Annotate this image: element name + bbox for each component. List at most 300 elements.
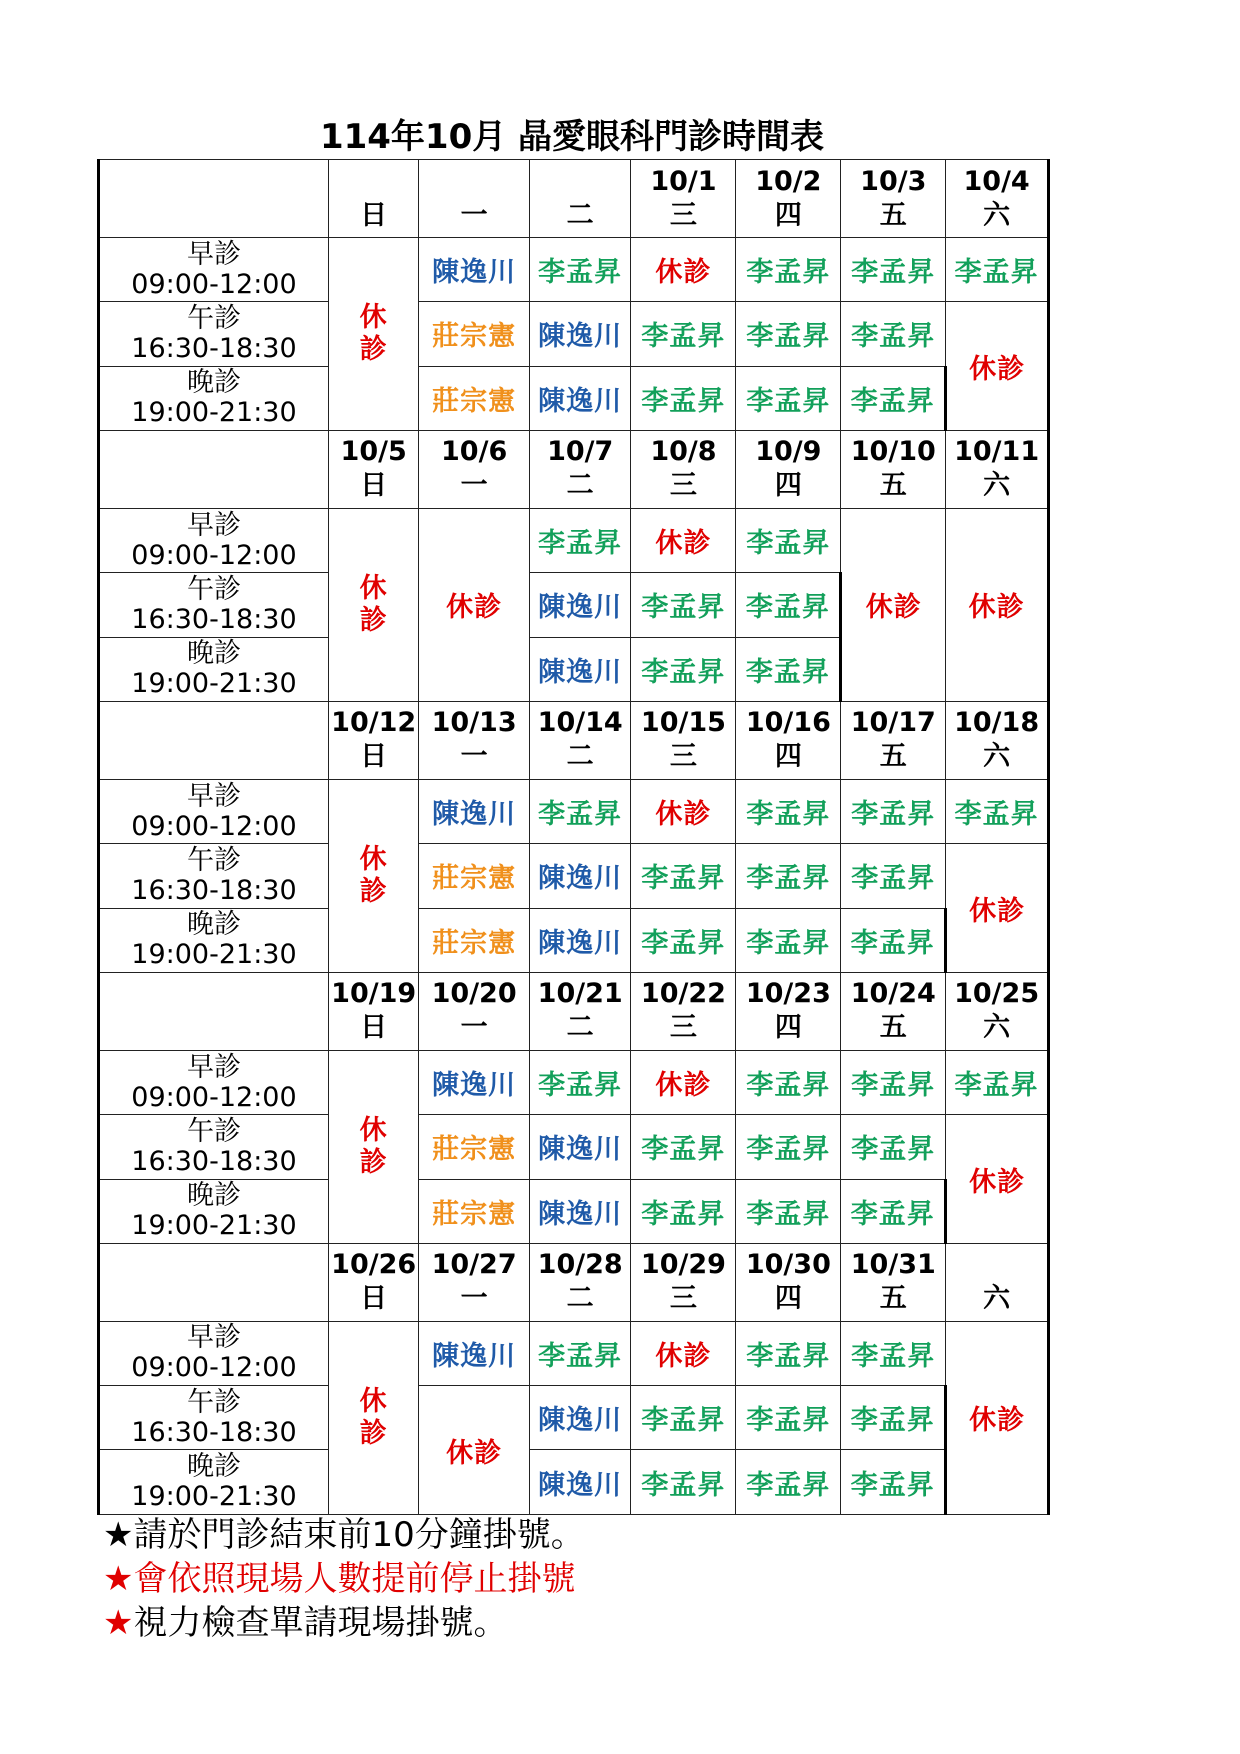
day-header-cell — [631, 701, 736, 779]
closed-label: 休診 — [655, 257, 712, 289]
doctor-name: 李孟昇 — [746, 1134, 831, 1166]
star-icon: ★ — [103, 1603, 134, 1643]
day-header-cell — [841, 1243, 946, 1321]
day-header-cell — [328, 972, 418, 1050]
doctor-cell — [841, 779, 946, 843]
day-header-cell — [841, 160, 946, 238]
closed-label: 休診 — [969, 895, 1026, 927]
week-header-row — [99, 1243, 1049, 1321]
day-header-cell — [529, 701, 631, 779]
doctor-cell — [631, 573, 736, 637]
slot-time: 16:30-18:30 — [131, 603, 297, 635]
doctor-cell — [529, 508, 631, 572]
slot-row — [99, 1450, 1049, 1515]
weekday-label: 五 — [879, 470, 907, 502]
doctor-cell — [529, 238, 631, 302]
closed-cell — [946, 508, 1049, 701]
doctor-name: 陳逸川 — [432, 799, 517, 831]
slot-time: 09:00-12:00 — [131, 1352, 297, 1384]
weekday-label: 二 — [566, 1012, 594, 1044]
day-header-cell — [328, 430, 418, 508]
weekday-label: 六 — [983, 470, 1011, 502]
doctor-cell — [736, 1179, 841, 1243]
doctor-cell — [736, 573, 841, 637]
doctor-name: 陳逸川 — [432, 257, 517, 289]
slot-time: 19:00-21:30 — [131, 1210, 297, 1242]
doctor-cell — [736, 1115, 841, 1179]
slot-name: 早診 — [186, 1051, 241, 1083]
closed-cell — [328, 238, 418, 431]
doctor-name: 李孟昇 — [641, 927, 726, 959]
doctor-name: 李孟昇 — [851, 799, 936, 831]
closed-cell — [631, 508, 736, 572]
date-label: 10/7 — [547, 436, 614, 468]
doctor-name: 李孟昇 — [746, 1340, 831, 1372]
slot-name: 晚診 — [186, 1451, 241, 1483]
doctor-cell — [419, 238, 530, 302]
closed-cell — [419, 1386, 530, 1515]
slot-label-cell — [99, 1179, 329, 1243]
weekday-label: 五 — [879, 199, 907, 231]
doctor-cell — [419, 1050, 530, 1114]
doctor-cell — [529, 1450, 631, 1515]
date-label: 10/9 — [755, 436, 822, 468]
date-label: 10/14 — [537, 707, 623, 739]
date-label: 10/28 — [537, 1249, 623, 1281]
day-header-cell — [946, 972, 1049, 1050]
doctor-cell — [736, 779, 841, 843]
date-label: 10/24 — [850, 978, 936, 1010]
doctor-name: 李孟昇 — [746, 321, 831, 353]
doctor-cell — [529, 366, 631, 430]
weekday-label: 四 — [774, 1283, 802, 1315]
doctor-name: 李孟昇 — [746, 863, 831, 895]
weekday-label: 四 — [774, 741, 802, 773]
date-label: 10/5 — [340, 436, 407, 468]
week-header-row — [99, 430, 1049, 508]
doctor-name: 李孟昇 — [746, 1198, 831, 1230]
doctor-name: 莊宗憲 — [432, 1198, 517, 1230]
doctor-name: 李孟昇 — [538, 257, 623, 289]
slot-row — [99, 779, 1049, 843]
date-label — [419, 165, 529, 199]
closed-cell — [946, 1321, 1049, 1514]
day-header-cell — [736, 430, 841, 508]
doctor-cell — [841, 908, 946, 972]
weekday-label: 日 — [360, 470, 388, 502]
weekday-label: 一 — [460, 470, 488, 502]
closed-cell — [328, 779, 418, 972]
doctor-name: 陳逸川 — [538, 1134, 623, 1166]
doctor-cell — [529, 908, 631, 972]
weekday-label: 日 — [360, 199, 388, 231]
slot-time: 19:00-21:30 — [131, 939, 297, 971]
doctor-name: 陳逸川 — [538, 863, 623, 895]
doctor-name: 陳逸川 — [538, 592, 623, 624]
week-header-row — [99, 701, 1049, 779]
doctor-name: 李孟昇 — [746, 257, 831, 289]
weekday-label: 六 — [983, 741, 1011, 773]
closed-label: 休診 — [655, 1070, 712, 1102]
weekday-label: 日 — [360, 1283, 388, 1315]
doctor-name: 陳逸川 — [432, 1070, 517, 1102]
doctor-name: 李孟昇 — [850, 1469, 935, 1501]
day-header-cell — [419, 701, 530, 779]
weekday-label: 六 — [983, 1283, 1011, 1315]
slot-name: 午診 — [186, 1115, 241, 1147]
header-blank-cell — [99, 972, 329, 1050]
doctor-name: 陳逸川 — [538, 1198, 623, 1230]
slot-label-cell — [99, 366, 329, 430]
slot-time: 09:00-12:00 — [131, 810, 297, 842]
day-header-cell — [631, 1243, 736, 1321]
doctor-name: 李孟昇 — [954, 257, 1039, 289]
day-header-cell — [328, 701, 418, 779]
doctor-cell — [419, 844, 530, 908]
slot-name: 午診 — [186, 1386, 241, 1418]
doctor-cell — [529, 1050, 631, 1114]
doctor-name: 李孟昇 — [954, 799, 1039, 831]
day-header-cell — [529, 1243, 631, 1321]
doctor-cell — [736, 844, 841, 908]
closed-label: 休診 — [865, 592, 922, 624]
date-label: 10/8 — [650, 436, 717, 468]
closed-label: 休診 — [655, 1340, 712, 1372]
doctor-cell — [529, 779, 631, 843]
slot-time: 09:00-12:00 — [131, 268, 297, 300]
closed-label: 休診 — [359, 301, 388, 365]
doctor-name: 李孟昇 — [850, 1198, 935, 1230]
slot-row — [99, 508, 1049, 572]
note-text: 會依照現場人數提前停止掛號 — [133, 1559, 576, 1599]
doctor-name: 李孟昇 — [641, 1405, 726, 1437]
day-header-cell — [841, 972, 946, 1050]
day-header-cell — [736, 972, 841, 1050]
date-label: 10/11 — [954, 436, 1040, 468]
doctor-cell — [529, 1321, 631, 1385]
doctor-cell — [946, 1050, 1049, 1114]
doctor-name: 李孟昇 — [851, 1340, 936, 1372]
day-header-cell — [946, 430, 1049, 508]
doctor-cell — [841, 238, 946, 302]
date-label — [946, 1248, 1047, 1282]
doctor-name: 李孟昇 — [641, 592, 726, 624]
weekday-label: 日 — [360, 1012, 388, 1044]
date-label: 10/20 — [431, 978, 517, 1010]
slot-row — [99, 302, 1049, 366]
doctor-name: 莊宗憲 — [432, 863, 517, 895]
weekday-label: 六 — [983, 199, 1011, 231]
weekday-label: 三 — [669, 1012, 697, 1044]
day-header-cell — [529, 972, 631, 1050]
slot-name: 晚診 — [186, 1180, 241, 1212]
closed-label: 休診 — [969, 353, 1026, 385]
slot-row — [99, 1179, 1049, 1243]
date-label: 10/3 — [860, 165, 927, 197]
doctor-cell — [529, 1179, 631, 1243]
doctor-name: 李孟昇 — [850, 927, 935, 959]
doctor-name: 李孟昇 — [641, 656, 726, 688]
slot-name: 早診 — [186, 780, 241, 812]
slot-label-cell — [99, 1321, 329, 1385]
note-text: 視力檢查單請現場掛號。 — [133, 1603, 508, 1643]
doctor-cell — [631, 302, 736, 366]
weekday-label: 二 — [566, 1283, 594, 1315]
doctor-name: 李孟昇 — [851, 321, 936, 353]
doctor-name: 莊宗憲 — [432, 385, 517, 417]
doctor-cell — [841, 1179, 946, 1243]
weekday-label: 五 — [879, 741, 907, 773]
doctor-cell — [841, 1321, 946, 1385]
doctor-cell — [631, 908, 736, 972]
day-header-cell — [946, 1243, 1049, 1321]
doctor-name: 李孟昇 — [745, 592, 830, 624]
date-label: 10/31 — [850, 1249, 936, 1281]
slot-name: 午診 — [186, 844, 241, 876]
slot-time: 09:00-12:00 — [131, 539, 297, 571]
weekday-label: 一 — [460, 741, 488, 773]
closed-cell — [328, 508, 418, 701]
slot-time: 09:00-12:00 — [131, 1081, 297, 1113]
notes — [103, 1513, 1103, 1645]
slot-label-cell — [99, 637, 329, 701]
doctor-name: 李孟昇 — [746, 927, 831, 959]
doctor-name: 陳逸川 — [432, 1340, 517, 1372]
slot-label-cell — [99, 508, 329, 572]
doctor-cell — [736, 508, 841, 572]
day-header-cell — [419, 972, 530, 1050]
date-label: 10/19 — [331, 978, 417, 1010]
slot-label-cell — [99, 1450, 329, 1515]
doctor-cell — [736, 302, 841, 366]
day-header-cell — [419, 430, 530, 508]
doctor-name: 李孟昇 — [850, 385, 935, 417]
doctor-name: 李孟昇 — [641, 1198, 726, 1230]
doctor-name: 李孟昇 — [641, 1134, 726, 1166]
closed-cell — [631, 1321, 736, 1385]
doctor-cell — [419, 1321, 530, 1385]
slot-row — [99, 238, 1049, 302]
slot-label-cell — [99, 779, 329, 843]
date-label: 10/2 — [755, 165, 822, 197]
date-label: 10/16 — [745, 707, 831, 739]
weekday-label: 三 — [669, 199, 697, 231]
doctor-name: 陳逸川 — [538, 1405, 623, 1437]
weekday-label: 四 — [774, 470, 802, 502]
header-blank-cell — [99, 430, 329, 508]
slot-time: 16:30-18:30 — [131, 332, 297, 364]
day-header-cell — [946, 160, 1049, 238]
doctor-cell — [419, 908, 530, 972]
doctor-cell — [841, 366, 946, 430]
doctor-name: 陳逸川 — [538, 321, 623, 353]
doctor-name: 李孟昇 — [746, 1405, 831, 1437]
slot-time: 16:30-18:30 — [131, 1145, 297, 1177]
doctor-cell — [529, 1115, 631, 1179]
closed-label: 休診 — [359, 1114, 388, 1178]
weekday-label: 四 — [774, 1012, 802, 1044]
weekday-label: 一 — [460, 199, 488, 231]
closed-cell — [631, 779, 736, 843]
doctor-name: 莊宗憲 — [432, 1134, 517, 1166]
date-label: 10/18 — [954, 707, 1040, 739]
weekday-label: 六 — [983, 1012, 1011, 1044]
closed-label: 休診 — [446, 592, 503, 624]
closed-cell — [946, 844, 1049, 973]
weekday-label: 二 — [566, 470, 594, 502]
week-header-row — [99, 160, 1049, 238]
slot-time: 19:00-21:30 — [131, 397, 297, 429]
day-header-cell — [419, 160, 530, 238]
doctor-cell — [529, 302, 631, 366]
weekday-label: 五 — [879, 1012, 907, 1044]
date-label: 10/15 — [640, 707, 726, 739]
doctor-name: 李孟昇 — [746, 528, 831, 560]
doctor-cell — [631, 844, 736, 908]
doctor-cell — [946, 238, 1049, 302]
slot-row — [99, 1386, 1049, 1450]
closed-label: 休診 — [446, 1437, 503, 1469]
closed-label: 休診 — [655, 799, 712, 831]
doctor-name: 李孟昇 — [538, 528, 623, 560]
date-label: 10/22 — [640, 978, 726, 1010]
slot-label-cell — [99, 1386, 329, 1450]
closed-label: 休診 — [655, 528, 712, 560]
weekday-label: 一 — [460, 1283, 488, 1315]
slot-label-cell — [99, 573, 329, 637]
date-label: 10/25 — [954, 978, 1040, 1010]
weekday-label: 一 — [460, 1012, 488, 1044]
closed-label: 休診 — [359, 1385, 388, 1449]
star-icon: ★ — [103, 1559, 134, 1599]
doctor-cell — [631, 1386, 736, 1450]
weekday-label: 二 — [566, 741, 594, 773]
doctor-cell — [841, 1050, 946, 1114]
doctor-cell — [631, 366, 736, 430]
closed-label: 休診 — [359, 572, 388, 636]
note-line — [103, 1601, 1103, 1645]
doctor-name: 李孟昇 — [850, 1405, 935, 1437]
doctor-name: 陳逸川 — [538, 927, 623, 959]
week-header-row — [99, 972, 1049, 1050]
date-label: 10/29 — [640, 1249, 726, 1281]
slot-row — [99, 366, 1049, 430]
slot-row — [99, 844, 1049, 908]
day-header-cell — [529, 430, 631, 508]
day-header-cell — [736, 1243, 841, 1321]
weekday-label: 三 — [669, 470, 697, 502]
doctor-cell — [419, 779, 530, 843]
slot-label-cell — [99, 1115, 329, 1179]
doctor-cell — [529, 637, 631, 701]
doctor-cell — [631, 1450, 736, 1515]
slot-label-cell — [99, 238, 329, 302]
doctor-cell — [946, 779, 1049, 843]
doctor-cell — [736, 366, 841, 430]
closed-cell — [631, 1050, 736, 1114]
slot-label-cell — [99, 302, 329, 366]
weekday-label: 五 — [879, 1283, 907, 1315]
doctor-name: 李孟昇 — [851, 863, 936, 895]
doctor-name: 李孟昇 — [538, 1340, 623, 1372]
doctor-cell — [419, 1179, 530, 1243]
weekday-label: 二 — [566, 199, 594, 231]
doctor-name: 李孟昇 — [538, 1070, 623, 1102]
closed-cell — [419, 508, 530, 701]
slot-name: 午診 — [186, 573, 241, 605]
note-line — [103, 1557, 1103, 1601]
doctor-cell — [841, 844, 946, 908]
day-header-cell — [736, 160, 841, 238]
slot-label-cell — [99, 1050, 329, 1114]
date-label: 10/27 — [431, 1249, 517, 1281]
doctor-name: 李孟昇 — [641, 385, 726, 417]
doctor-name: 李孟昇 — [851, 1134, 936, 1166]
closed-cell — [946, 302, 1049, 431]
closed-label: 休診 — [969, 1405, 1026, 1437]
doctor-cell — [419, 1115, 530, 1179]
weekday-label: 日 — [360, 741, 388, 773]
slot-time: 16:30-18:30 — [131, 1416, 297, 1448]
closed-cell — [841, 508, 946, 701]
date-label: 10/21 — [537, 978, 623, 1010]
star-icon: ★ — [103, 1515, 134, 1555]
doctor-cell — [736, 1450, 841, 1515]
day-header-cell — [631, 430, 736, 508]
doctor-name: 莊宗憲 — [432, 321, 517, 353]
doctor-name: 陳逸川 — [538, 656, 623, 688]
slot-row — [99, 908, 1049, 972]
schedule-table — [97, 159, 1050, 1515]
doctor-cell — [631, 637, 736, 701]
note-line — [103, 1513, 1103, 1557]
closed-cell — [328, 1321, 418, 1514]
doctor-name: 莊宗憲 — [432, 927, 517, 959]
doctor-name: 李孟昇 — [954, 1070, 1039, 1102]
weekday-label: 四 — [774, 199, 802, 231]
slot-time: 19:00-21:30 — [131, 1481, 297, 1513]
date-label: 10/6 — [441, 436, 508, 468]
header-blank-cell — [99, 1243, 329, 1321]
date-label: 10/23 — [745, 978, 831, 1010]
doctor-name: 陳逸川 — [538, 1469, 623, 1501]
closed-cell — [946, 1115, 1049, 1244]
doctor-cell — [841, 1386, 946, 1450]
slot-label-cell — [99, 844, 329, 908]
slot-name: 早診 — [186, 1322, 241, 1354]
doctor-name: 李孟昇 — [746, 799, 831, 831]
date-label: 10/13 — [431, 707, 517, 739]
doctor-name: 李孟昇 — [746, 1469, 831, 1501]
day-header-cell — [328, 1243, 418, 1321]
day-header-cell — [736, 701, 841, 779]
slot-row — [99, 1050, 1049, 1114]
doctor-name: 李孟昇 — [746, 385, 831, 417]
doctor-cell — [529, 844, 631, 908]
doctor-cell — [736, 1386, 841, 1450]
date-label: 10/26 — [331, 1249, 417, 1281]
slot-name: 早診 — [186, 238, 241, 270]
weekday-label: 三 — [669, 1283, 697, 1315]
doctor-cell — [736, 1050, 841, 1114]
slot-time: 16:30-18:30 — [131, 874, 297, 906]
doctor-cell — [736, 1321, 841, 1385]
schedule-title: 114年10月 晶愛眼科門診時間表 — [319, 117, 825, 157]
doctor-name: 李孟昇 — [641, 321, 726, 353]
doctor-cell — [841, 1450, 946, 1515]
day-header-cell — [631, 160, 736, 238]
note-text: 請於門診結束前10分鐘掛號。 — [133, 1515, 585, 1555]
